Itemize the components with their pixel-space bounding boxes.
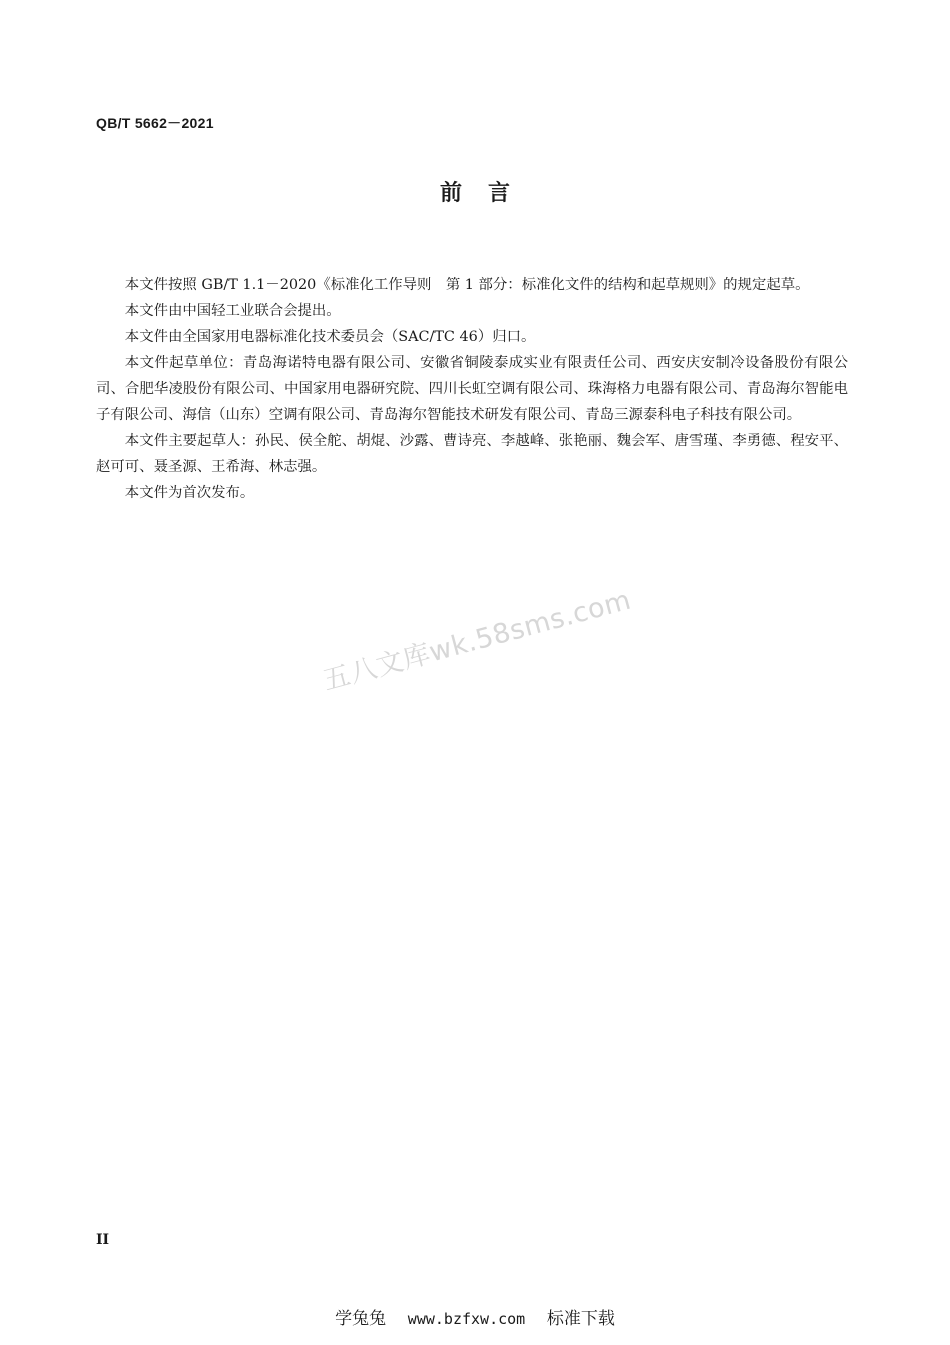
document-code: QB/T 5662－2021 bbox=[96, 115, 214, 131]
paragraph-drafters: 本文件主要起草人：孙民、侯全舵、胡焜、沙露、曹诗亮、李越峰、张艳丽、魏会军、唐雪瑾、李勇德、程安平、赵可可、聂圣源、王希海、林志强。 bbox=[96, 433, 848, 475]
paragraph-proposer: 本文件由中国轻工业联合会提出。 bbox=[124, 303, 341, 319]
page-number: II bbox=[96, 1232, 110, 1248]
footer-url[interactable]: www.bzfxw.com bbox=[407, 1310, 526, 1328]
footer-site-name: 学兔兔 bbox=[335, 1309, 387, 1329]
paragraph-drafting-units: 本文件起草单位：青岛海诺特电器有限公司、安徽省铜陵泰成实业有限责任公司、西安庆安制冷设备股份有限公司、合肥华凌股份有限公司、中国家用电器研究院、四川长虹空调有限公司、珠海格力电器有限公司、青岛海尔智能电子有限公司、海信（山东）空调有限公司、青岛海尔智能技术研发有限公司、青岛三源泰科电子科技有限公司。 bbox=[96, 355, 848, 423]
footer-tagline: 标准下载 bbox=[546, 1309, 615, 1329]
foreword-content bbox=[96, 272, 848, 506]
paragraph-committee: 本文件由全国家用电器标准化技术委员会（SAC/TC 46）归口。 bbox=[124, 329, 536, 345]
page-title: 前言 bbox=[439, 181, 536, 206]
watermark: 五八文库wk.58sms.com bbox=[319, 584, 635, 697]
paragraph-first-release: 本文件为首次发布。 bbox=[124, 485, 255, 501]
paragraph-drafting-rules: 本文件按照 GB/T 1.1－2020《标准化工作导则 第 1 部分：标准化文件的结构和起草规则》的规定起草。 bbox=[124, 277, 810, 293]
footer bbox=[0, 1304, 950, 1329]
